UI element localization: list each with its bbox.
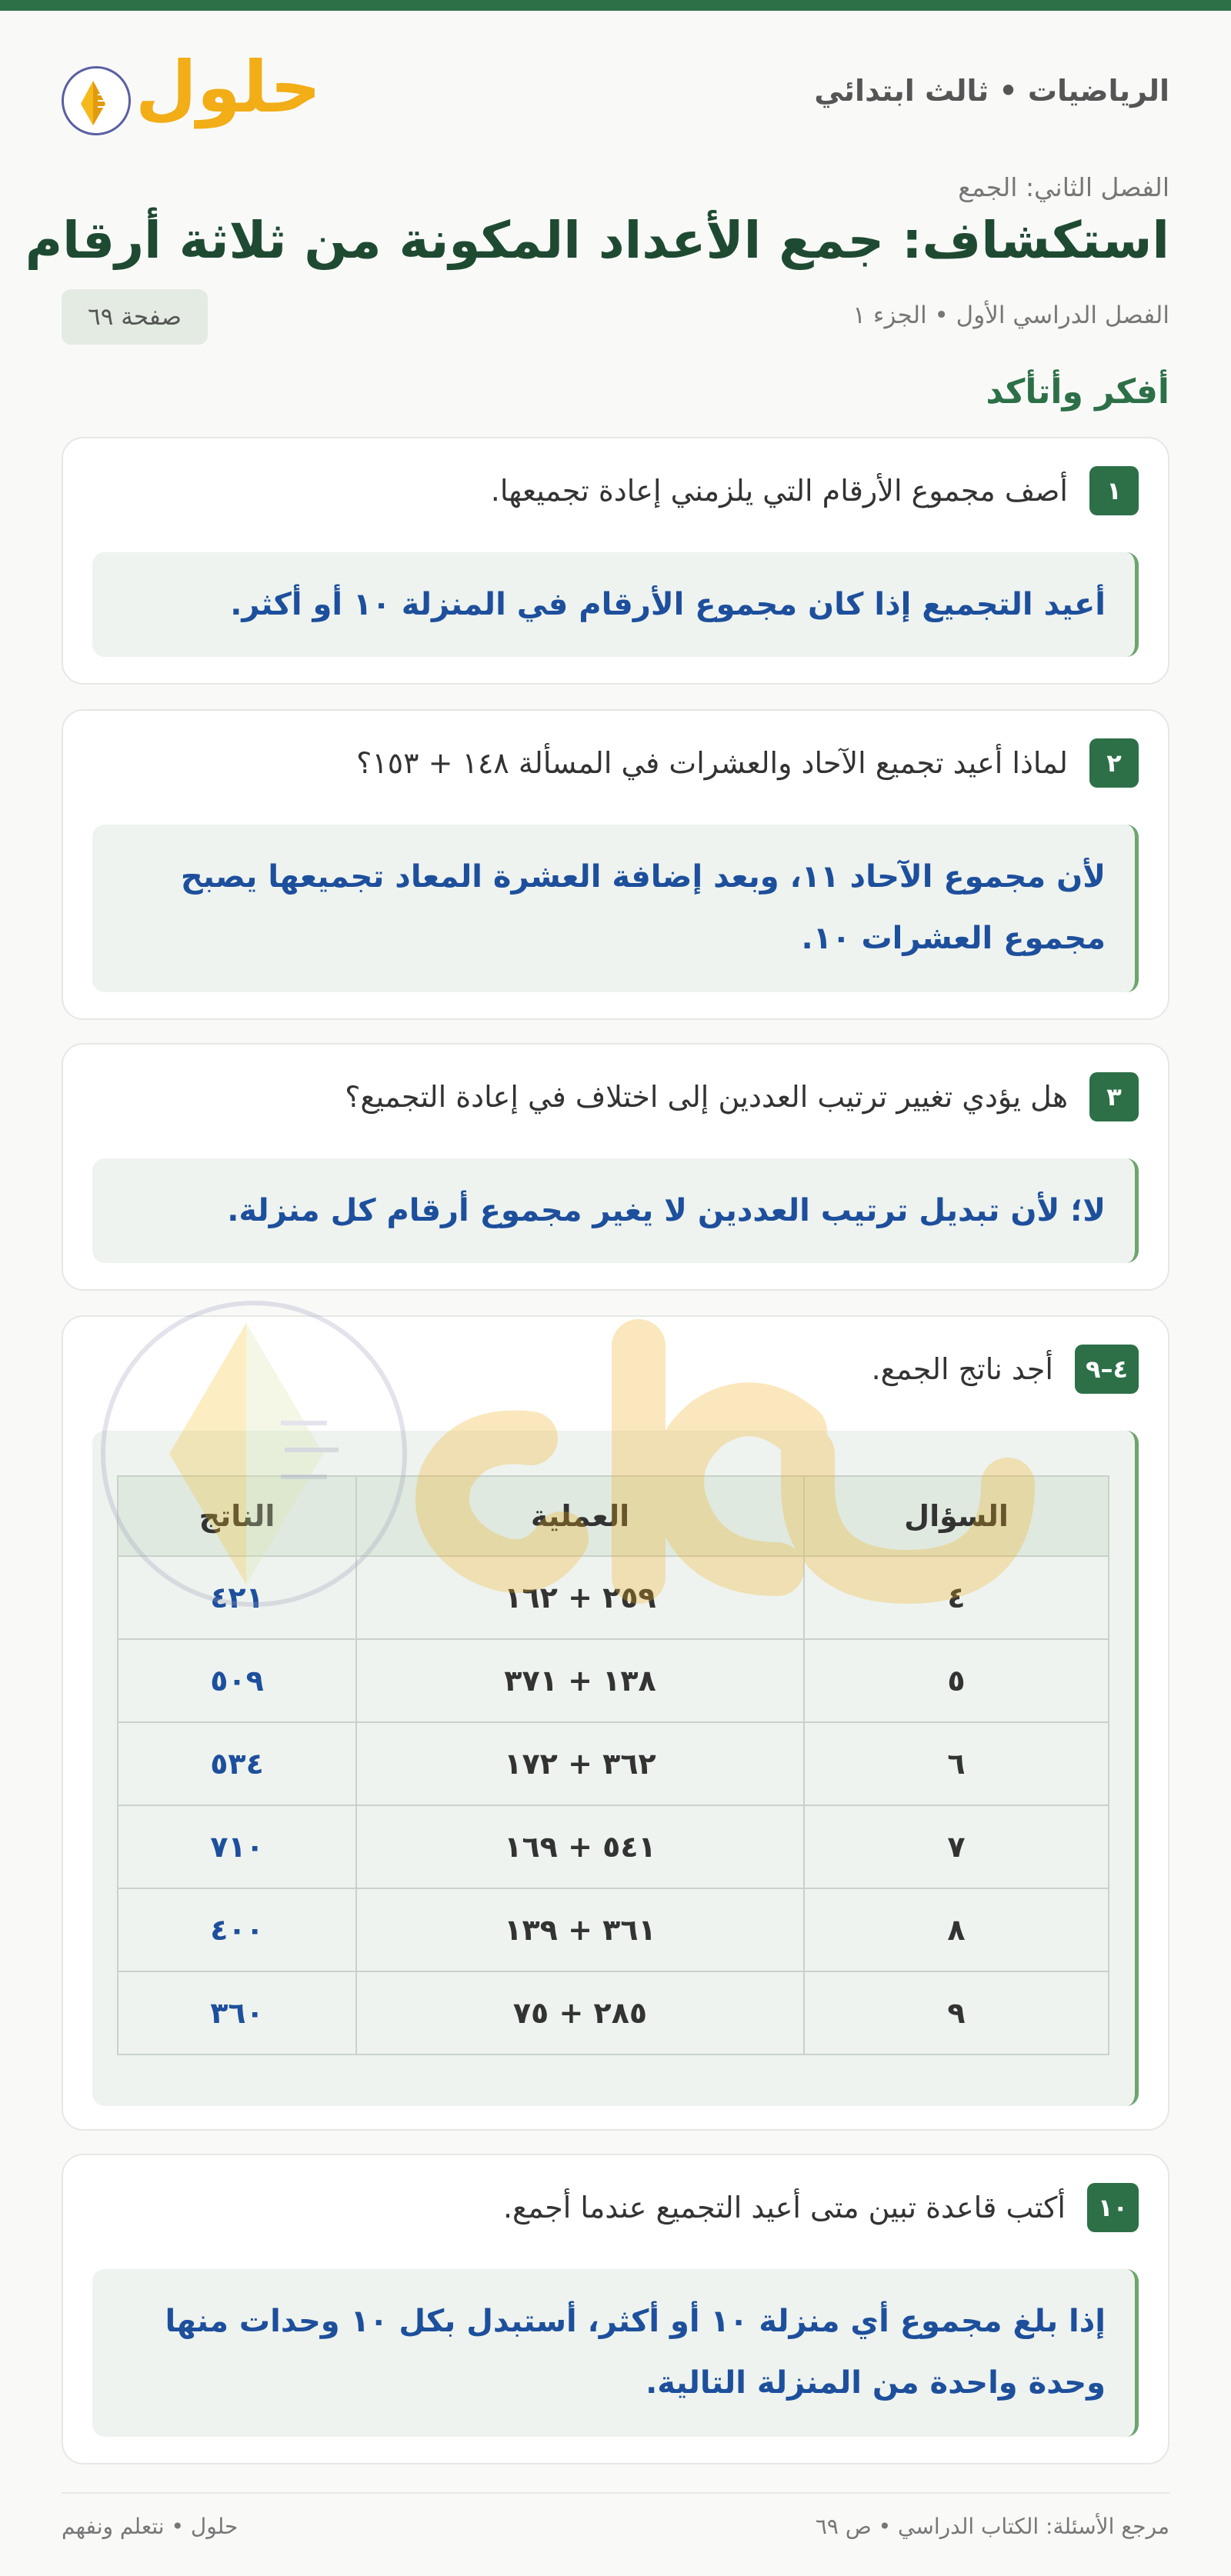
table-row: [118, 1639, 1109, 1722]
question-text: هل يؤدي تغيير ترتيب العددين إلى اختلاف في إعادة التجميع؟: [345, 1080, 1068, 1114]
book-icon: [62, 66, 131, 135]
footer-brand: حلول • نتعلم ونفهم: [62, 2514, 239, 2539]
question-card-2: [62, 709, 1169, 1020]
cell-operation: ٣٦١ + ١٣٩: [356, 1888, 804, 1971]
logo-wordmark: حلول: [135, 46, 322, 128]
subject-label: الرياضيات • ثالث ابتدائي: [814, 74, 1169, 108]
cell-result: ٥٣٤: [118, 1722, 356, 1805]
table-header-row: [118, 1476, 1109, 1556]
question-number: ٤–٩: [1075, 1345, 1139, 1394]
answer-table-box: [92, 1431, 1139, 2106]
cell-question: ٩: [804, 1971, 1109, 2054]
cell-result: ٥٠٩: [118, 1639, 356, 1722]
question-card-3: [62, 1043, 1169, 1291]
page-badge: صفحة ٦٩: [62, 289, 208, 345]
question-text: أكتب قاعدة تبين متى أعيد التجميع عندما أجمع.: [502, 2191, 1066, 2224]
table-row: [118, 1722, 1109, 1805]
cell-result: ٧١٠: [118, 1805, 356, 1888]
cell-question: ٥: [804, 1639, 1109, 1722]
question-card-10: [62, 2154, 1169, 2464]
chapter-label: الفصل الثاني: الجمع: [958, 172, 1169, 202]
cell-operation: ٣٦٢ + ١٧٢: [356, 1722, 804, 1805]
cell-result: ٣٦٠: [118, 1971, 356, 2054]
top-accent-bar: [0, 0, 1231, 11]
footer-reference: مرجع الأسئلة: الكتاب الدراسي • ص ٦٩: [815, 2514, 1169, 2539]
cell-operation: ٢٨٥ + ٧٥: [356, 1971, 804, 2054]
cell-question: ٧: [804, 1805, 1109, 1888]
cell-result: ٤٠٠: [118, 1888, 356, 1971]
table-row: [118, 1971, 1109, 2054]
question-text: لماذا أعيد تجميع الآحاد والعشرات في المسألة ١٤٨ + ١٥٣؟: [356, 746, 1068, 780]
question-number: ٢: [1089, 738, 1139, 788]
addition-results-table: [117, 1475, 1109, 2055]
section-title: أفكر وأتأكد: [986, 372, 1169, 412]
table-row: [118, 1805, 1109, 1888]
semester-label: الفصل الدراسي الأول • الجزء ١: [852, 302, 1169, 329]
cell-operation: ٢٥٩ + ١٦٢: [356, 1556, 804, 1639]
answer-box: لأن مجموع الآحاد ١١، وبعد إضافة العشرة المعاد تجميعها يصبح مجموع العشرات ١٠.: [92, 825, 1139, 992]
question-header: [491, 466, 1139, 515]
question-header: [345, 1072, 1139, 1121]
question-card-1: [62, 437, 1169, 685]
table-row: [118, 1556, 1109, 1639]
answer-box: لا؛ لأن تبديل ترتيب العددين لا يغير مجموع أرقام كل منزلة.: [92, 1158, 1139, 1263]
table-row: [118, 1888, 1109, 1971]
hulul-logo[interactable]: [62, 46, 322, 140]
question-number: ١: [1089, 466, 1139, 515]
answer-box: إذا بلغ مجموع أي منزلة ١٠ أو أكثر، أستبدل بكل ١٠ وحدات منها وحدة واحدة من المنزلة التالية.: [92, 2269, 1139, 2437]
question-number: ١٠: [1087, 2183, 1139, 2232]
question-number: ٣: [1089, 1072, 1139, 1121]
cell-question: ٦: [804, 1722, 1109, 1805]
answer-box: أعيد التجميع إذا كان مجموع الأرقام في المنزلة ١٠ أو أكثر.: [92, 552, 1139, 657]
cell-operation: ١٣٨ + ٣٧١: [356, 1639, 804, 1722]
question-text: أجد ناتج الجمع.: [871, 1352, 1053, 1386]
cell-result: ٤٢١: [118, 1556, 356, 1639]
page-title: استكشاف: جمع الأعداد المكونة من ثلاثة أرقام: [25, 211, 1169, 270]
cell-operation: ٥٤١ + ١٦٩: [356, 1805, 804, 1888]
question-header: [503, 2183, 1139, 2232]
question-header: [872, 1345, 1139, 1394]
header-result: الناتج: [118, 1476, 356, 1556]
question-card-4-9: [62, 1315, 1169, 2131]
header-operation: العملية: [356, 1476, 804, 1556]
question-header: [356, 738, 1139, 788]
question-text: أصف مجموع الأرقام التي يلزمني إعادة تجميعها.: [490, 474, 1068, 508]
cell-question: ٨: [804, 1888, 1109, 1971]
footer-divider: [62, 2492, 1169, 2494]
header-question: السؤال: [804, 1476, 1109, 1556]
cell-question: ٤: [804, 1556, 1109, 1639]
page-header: [62, 46, 1169, 140]
